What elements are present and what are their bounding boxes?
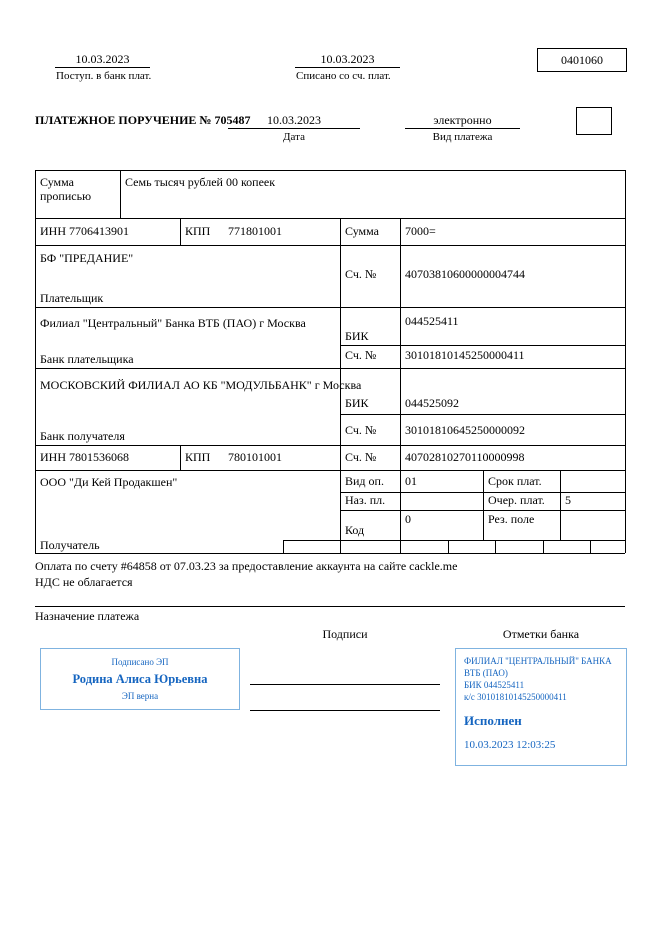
op-type-label: Вид оп. (345, 474, 384, 488)
code-value: 0 (405, 512, 411, 526)
grid-line (35, 245, 625, 246)
bank-marks-label: Отметки банка (502, 627, 580, 641)
signatures-label: Подписи (322, 627, 368, 641)
grid-line (340, 414, 625, 415)
signer-name: Родина Алиса Юрьевна (72, 671, 208, 686)
payer-account-label: Сч. № (345, 267, 377, 281)
bank-stamp-status: Исполнен (464, 712, 522, 728)
grid-line (283, 540, 625, 541)
payer-bank-label: Банк плательщика (40, 352, 134, 366)
grid-line (35, 218, 625, 219)
payee-bank-account-label: Сч. № (345, 423, 377, 437)
code-label: Код (345, 523, 365, 537)
grid-line (543, 540, 544, 553)
payer-bank-account-label: Сч. № (345, 348, 377, 362)
payer-kpp-value: 771801001 (228, 224, 282, 238)
grid-line (35, 470, 625, 471)
payer-bank-account: 30101810145250000411 (405, 348, 525, 362)
payee-inn: ИНН 7801536068 (40, 450, 129, 464)
bank-stamp-bik: БИК 044525411 (464, 680, 525, 691)
grid-line (483, 470, 484, 540)
grid-line (340, 345, 625, 346)
doc-date-label: Дата (283, 131, 305, 143)
signed-by-label: Подписано ЭП (111, 657, 169, 668)
grid-line (35, 368, 625, 369)
signature-line-1 (250, 684, 440, 685)
doc-date: 10.03.2023 (267, 113, 321, 127)
payee-bank-bik-label: БИК (345, 396, 369, 410)
grid-line (590, 540, 591, 553)
debited-label: Списано со сч. плат. (296, 70, 391, 82)
amount-words-label: Сумма прописью (40, 175, 92, 204)
op-type-value: 01 (405, 474, 417, 488)
grid-line (35, 553, 625, 554)
amount-words-value: Семь тысяч рублей 00 копеек (125, 175, 276, 189)
bank-stamp-branch-line1: ФИЛИАЛ "ЦЕНТРАЛЬНЫЙ" БАНКА (464, 656, 612, 666)
reserve-field-label: Рез. поле (488, 512, 535, 526)
doc-title: ПЛАТЕЖНОЕ ПОРУЧЕНИЕ № 705487 (35, 113, 251, 127)
payer-label: Плательщик (40, 291, 104, 305)
grid-line (625, 170, 626, 553)
priority-label: Очер. плат. (488, 493, 545, 507)
payee-bank-name: МОСКОВСКИЙ ФИЛИАЛ АО КБ "МОДУЛЬБАНК" г Москва (40, 378, 362, 392)
payer-inn: ИНН 7706413901 (40, 224, 129, 238)
grid-line (35, 170, 36, 553)
doc-date-underline (228, 128, 360, 129)
payer-account: 40703810600000004744 (405, 267, 525, 281)
bank-stamp-branch-line2: ВТБ (ПАО) (464, 668, 508, 679)
priority-value: 5 (565, 493, 571, 507)
payer-bank-bik: 044525411 (405, 314, 459, 328)
signature-stamp (40, 648, 240, 710)
date-debited: 10.03.2023 (320, 52, 375, 66)
received-label: Поступ. в банк плат. (56, 70, 152, 82)
payee-kpp-value: 780101001 (228, 450, 282, 464)
bank-stamp-corr-account: к/с 30101810145250000411 (464, 692, 567, 703)
payer-kpp-label: КПП (185, 224, 211, 238)
payment-purpose-code-label: Наз. пл. (345, 493, 386, 507)
payer-bank-name: Филиал "Центральный" Банка ВТБ (ПАО) г Москва (40, 316, 306, 330)
payee-bank-bik: 044525092 (405, 396, 459, 410)
payment-kind-label: Вид платежа (432, 131, 493, 143)
payee-account: 40702810270110000998 (405, 450, 525, 464)
payee-account-label: Сч. № (345, 450, 377, 464)
grid-line (120, 170, 121, 218)
purpose-text-line1: Оплата по счету #64858 от 07.03.23 за предоставление аккаунта на сайте cackle.me (35, 559, 458, 573)
grid-line (448, 540, 449, 553)
grid-line (560, 470, 561, 540)
purpose-label: Назначение платежа (35, 609, 140, 623)
grid-line (495, 540, 496, 553)
payment-kind-code-box (576, 107, 612, 135)
grid-line (35, 445, 625, 446)
debited-underline (295, 67, 400, 68)
date-received: 10.03.2023 (75, 52, 130, 66)
payment-kind: электронно (433, 113, 492, 127)
payee-label: Получатель (40, 538, 100, 552)
signature-line-2 (250, 710, 440, 711)
grid-line (283, 540, 284, 553)
payee-name: ООО "Ди Кей Продакшен" (40, 475, 178, 489)
payee-kpp-label: КПП (185, 450, 211, 464)
form-code-box (537, 48, 627, 72)
payer-name: БФ "ПРЕДАНИЕ" (40, 251, 134, 265)
grid-line (35, 170, 625, 171)
purpose-underline (35, 606, 625, 607)
payment-kind-underline (405, 128, 520, 129)
grid-line (35, 307, 625, 308)
payee-bank-label: Банк получателя (40, 429, 125, 443)
grid-line (400, 218, 401, 553)
grid-line (180, 218, 181, 245)
form-code: 0401060 (561, 52, 603, 67)
payee-bank-account: 30101810645250000092 (405, 423, 525, 437)
sum-value: 7000= (405, 224, 436, 238)
grid-line (180, 445, 181, 470)
signature-verified-label: ЭП верна (121, 690, 159, 701)
bank-stamp-datetime: 10.03.2023 12:03:25 (464, 738, 556, 751)
received-underline (55, 67, 150, 68)
purpose-text-line2: НДС не облагается (35, 575, 133, 589)
due-date-label: Срок плат. (488, 474, 542, 488)
sum-label: Сумма (345, 224, 379, 238)
payer-bank-bik-label: БИК (345, 329, 369, 343)
bank-stamp (455, 648, 627, 766)
